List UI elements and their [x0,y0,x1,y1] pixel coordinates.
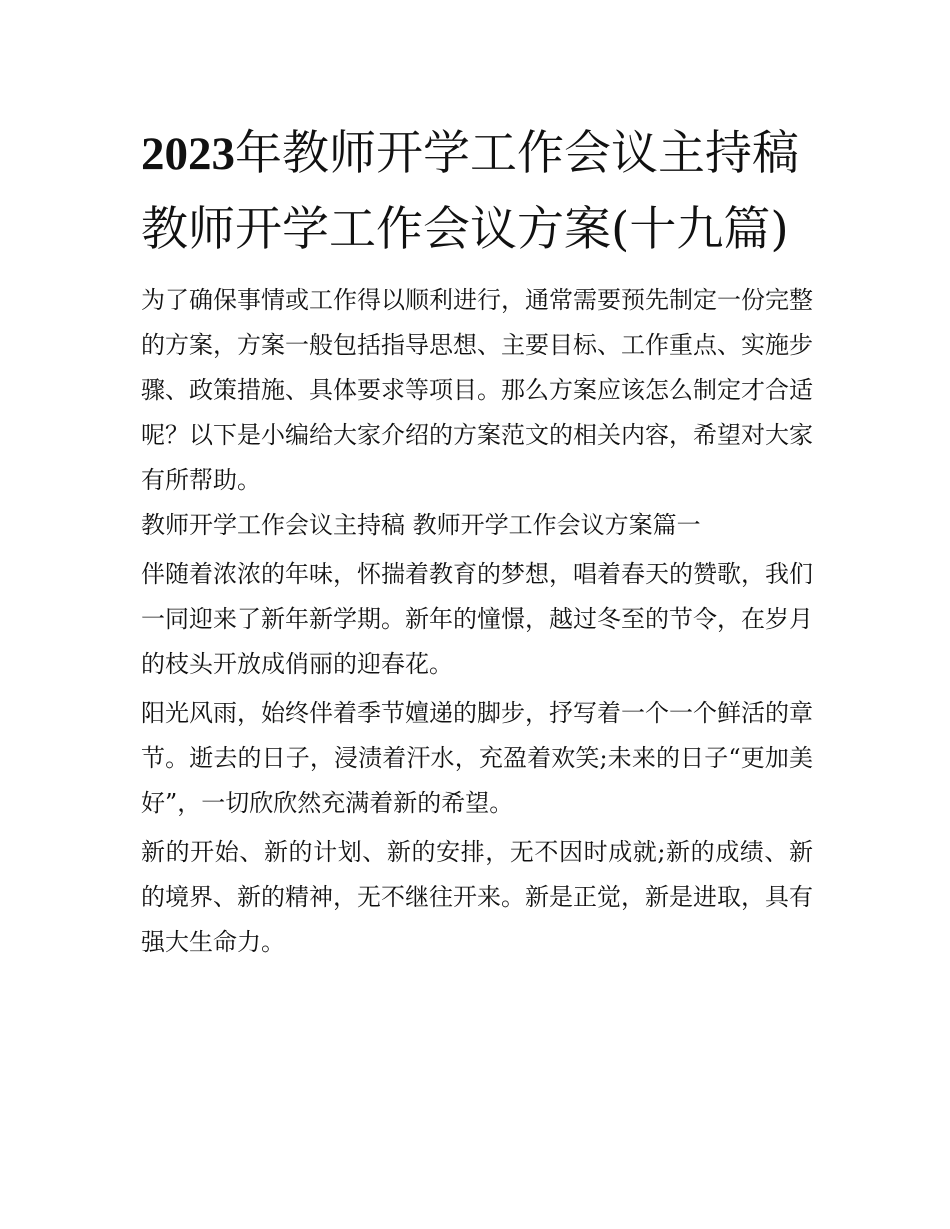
page-title [141,116,813,268]
title-year: 2023 [141,128,235,180]
body-paragraph-3: 新的开始、新的计划、新的安排，无不因时成就;新的成绩、新的境界、新的精神，无不继往开来。新是正觉，新是进取，具有强大生命力。 [141,838,813,956]
body-paragraph-2: 阳光风雨，始终伴着季节嬗递的脚步，抒写着一个一个鲜活的章节。逝去的日子，浸渍着汗水，充盈着欢笑;未来的日子“更加美好”，一切欣欣然充满着新的希望。 [141,699,813,817]
body-paragraph-1: 伴随着浓浓的年味，怀揣着教育的梦想，唱着春天的赞歌，我们一同迎来了新年新学期。新年的憧憬，越过冬至的节令，在岁月的枝头开放成俏丽的迎春花。 [141,560,813,678]
section-heading: 教师开学工作会议主持稿 教师开学工作会议方案篇一 [141,511,701,539]
title-text: 年教师开学工作会议主持稿 教师开学工作会议方案(十九篇) [141,126,799,257]
document-content [141,116,813,965]
intro-paragraph: 为了确保事情或工作得以顺利进行，通常需要预先制定一份完整的方案，方案一般包括指导思想、主要目标、工作重点、实施步骤、政策措施、具体要求等项目。那么方案应该怎么制定才合适呢？以下是小编给大家介绍的方案范文的相关内容，希望对大家有所帮助。 [141,286,813,494]
